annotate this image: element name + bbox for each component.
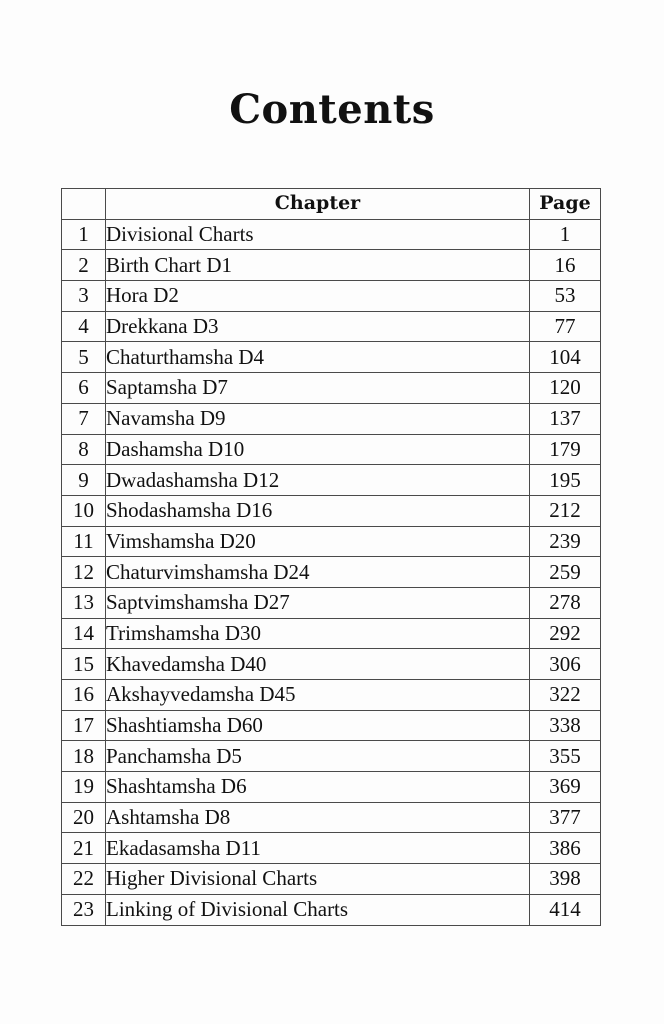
chapter-title: Dashamsha D10 (106, 434, 530, 465)
chapter-number: 12 (62, 557, 106, 588)
table-row (62, 680, 601, 711)
table-row (62, 618, 601, 649)
chapter-title: Akshayvedamsha D45 (106, 680, 530, 711)
chapter-page: 292 (530, 618, 601, 649)
chapter-number: 4 (62, 311, 106, 342)
chapter-title: Trimshamsha D30 (106, 618, 530, 649)
chapter-title: Saptvimshamsha D27 (106, 587, 530, 618)
chapter-number: 21 (62, 833, 106, 864)
chapter-number: 17 (62, 710, 106, 741)
chapter-number: 2 (62, 250, 106, 281)
chapter-title: Shodashamsha D16 (106, 495, 530, 526)
table-row (62, 281, 601, 312)
header-chapter: Chapter (106, 189, 530, 220)
chapter-page: 53 (530, 281, 601, 312)
page-title: Contents (229, 86, 435, 133)
chapter-title: Ashtamsha D8 (106, 802, 530, 833)
table-row (62, 710, 601, 741)
chapter-title: Saptamsha D7 (106, 373, 530, 404)
chapter-title: Khavedamsha D40 (106, 649, 530, 680)
contents-table (61, 188, 601, 926)
chapter-page: 179 (530, 434, 601, 465)
table-row (62, 864, 601, 895)
chapter-page: 414 (530, 894, 601, 925)
chapter-page: 239 (530, 526, 601, 557)
chapter-page: 369 (530, 772, 601, 803)
chapter-page: 259 (530, 557, 601, 588)
chapter-title: Chaturthamsha D4 (106, 342, 530, 373)
table-row (62, 741, 601, 772)
chapter-title: Higher Divisional Charts (106, 864, 530, 895)
chapter-title: Navamsha D9 (106, 403, 530, 434)
table-header-row (62, 189, 601, 220)
chapter-number: 13 (62, 587, 106, 618)
chapter-page: 322 (530, 680, 601, 711)
table-row (62, 587, 601, 618)
table-row (62, 465, 601, 496)
chapter-number: 8 (62, 434, 106, 465)
chapter-title: Birth Chart D1 (106, 250, 530, 281)
table-row (62, 649, 601, 680)
chapter-page: 398 (530, 864, 601, 895)
chapter-title: Vimshamsha D20 (106, 526, 530, 557)
chapter-title: Drekkana D3 (106, 311, 530, 342)
chapter-number: 14 (62, 618, 106, 649)
table-row (62, 772, 601, 803)
chapter-page: 16 (530, 250, 601, 281)
chapter-page: 377 (530, 802, 601, 833)
chapter-page: 137 (530, 403, 601, 434)
chapter-page: 120 (530, 373, 601, 404)
chapter-page: 386 (530, 833, 601, 864)
chapter-page: 1 (530, 219, 601, 250)
chapter-title: Linking of Divisional Charts (106, 894, 530, 925)
table-row (62, 342, 601, 373)
table-row (62, 311, 601, 342)
table-row (62, 833, 601, 864)
table-row (62, 526, 601, 557)
table-row (62, 219, 601, 250)
table-row (62, 557, 601, 588)
chapter-title: Shashtiamsha D60 (106, 710, 530, 741)
table-row (62, 250, 601, 281)
chapter-page: 306 (530, 649, 601, 680)
chapter-page: 212 (530, 495, 601, 526)
chapter-number: 11 (62, 526, 106, 557)
table-row (62, 403, 601, 434)
chapter-number: 19 (62, 772, 106, 803)
chapter-title: Divisional Charts (106, 219, 530, 250)
chapter-page: 104 (530, 342, 601, 373)
chapter-title: Hora D2 (106, 281, 530, 312)
chapter-number: 16 (62, 680, 106, 711)
chapter-number: 6 (62, 373, 106, 404)
header-page: Page (530, 189, 601, 220)
chapter-number: 18 (62, 741, 106, 772)
chapter-page: 278 (530, 587, 601, 618)
chapter-page: 355 (530, 741, 601, 772)
chapter-number: 23 (62, 894, 106, 925)
chapter-title: Dwadashamsha D12 (106, 465, 530, 496)
chapter-number: 9 (62, 465, 106, 496)
chapter-title: Ekadasamsha D11 (106, 833, 530, 864)
chapter-number: 10 (62, 495, 106, 526)
chapter-number: 3 (62, 281, 106, 312)
chapter-page: 77 (530, 311, 601, 342)
table-body (62, 219, 601, 925)
table-row (62, 495, 601, 526)
chapter-number: 15 (62, 649, 106, 680)
chapter-number: 1 (62, 219, 106, 250)
chapter-number: 5 (62, 342, 106, 373)
header-number (62, 189, 106, 220)
chapter-number: 20 (62, 802, 106, 833)
chapter-page: 195 (530, 465, 601, 496)
chapter-title: Shashtamsha D6 (106, 772, 530, 803)
chapter-number: 22 (62, 864, 106, 895)
chapter-page: 338 (530, 710, 601, 741)
chapter-number: 7 (62, 403, 106, 434)
table-row (62, 373, 601, 404)
chapter-title: Chaturvimshamsha D24 (106, 557, 530, 588)
table-row (62, 802, 601, 833)
table-row (62, 434, 601, 465)
table-row (62, 894, 601, 925)
chapter-title: Panchamsha D5 (106, 741, 530, 772)
